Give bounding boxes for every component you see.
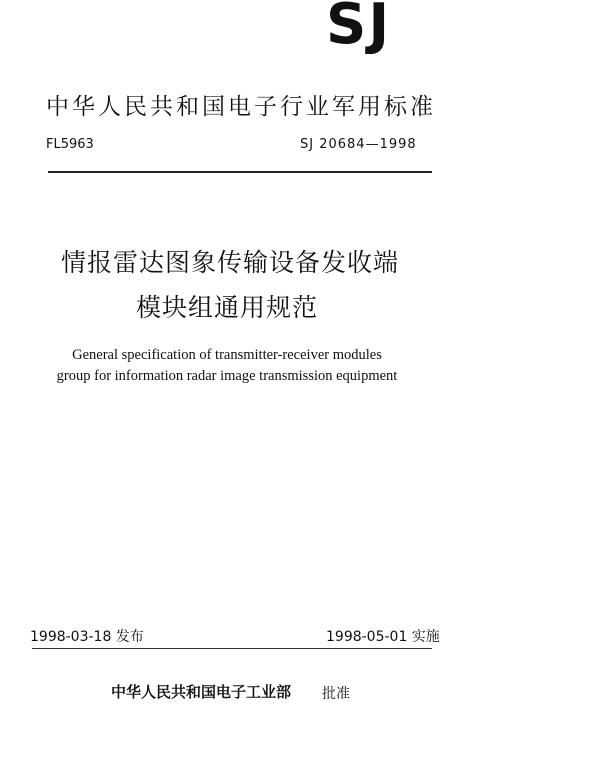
english-title-line-2: group for information radar image transmission equipment: [56, 368, 398, 384]
approving-authority: 中华人民共和国电子工业部: [111, 683, 292, 701]
issue-date: 1998-03-18 发布: [30, 629, 144, 645]
implementation-date: 1998-05-01 实施: [326, 629, 440, 645]
chinese-title-line-2: 模块组通用规范: [135, 293, 318, 322]
approval-label: 批准: [322, 686, 350, 702]
footer-divider: [32, 648, 432, 649]
english-title-line-1: General specification of transmitter-receiver modules: [72, 347, 382, 363]
chinese-title-line-1: 情报雷达图象传输设备发收端: [60, 248, 399, 277]
sj-logo: SJ: [326, 0, 392, 54]
standard-number: SJ 20684—1998: [300, 137, 417, 152]
english-title: [0, 345, 454, 387]
header-divider: [48, 171, 432, 173]
industry-standard-title: 中华人民共和国电子行业军用标准: [46, 94, 436, 120]
classification-code: FL5963: [46, 137, 94, 152]
